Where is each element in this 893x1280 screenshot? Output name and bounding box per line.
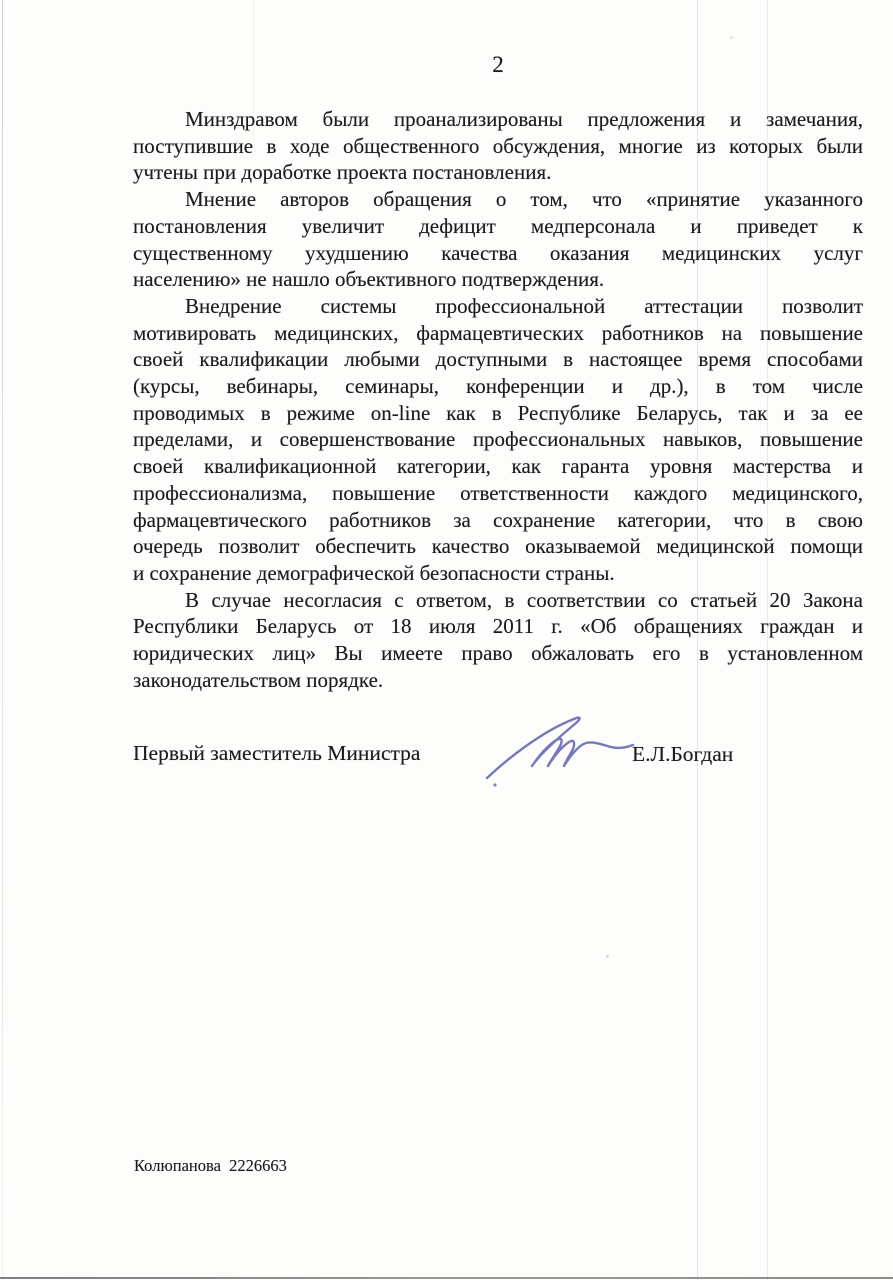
paragraph-line: очередь позволит обеспечить качество оказываемой медицинской помощи — [133, 534, 863, 559]
signature-ink-dot — [493, 783, 496, 786]
paragraph-line: своей квалификации любыми доступными в настоящее время способами — [133, 347, 863, 372]
letter-body — [133, 106, 863, 693]
paragraph-line: поступившие в ходе общественного обсуждения, многие из которых были — [133, 133, 863, 158]
executor-footer: Колюпанова 2226663 — [134, 1156, 287, 1175]
paragraph-line: учтены при доработке проекта постановления. — [133, 160, 552, 185]
scan-page-edge-bottom — [0, 1277, 893, 1279]
paragraph — [133, 293, 863, 587]
scan-speck — [730, 36, 733, 39]
paragraph-line: населению» не нашло объективного подтверждения. — [133, 267, 605, 292]
paragraph — [133, 186, 863, 293]
paragraph-line: своей квалификационной категории, как гаранта уровня мастерства и — [133, 454, 863, 479]
paragraph-line: профессионализма, повышение ответственности каждого медицинского, — [133, 480, 863, 505]
scan-page-edge-left — [2, 0, 3, 1280]
paragraph — [133, 106, 863, 186]
paragraph — [133, 587, 863, 694]
paragraph-line: и сохранение демографической безопасности страны. — [133, 560, 615, 585]
paragraph-line: мотивировать медицинских, фармацевтических работников на повышение — [133, 320, 863, 345]
paragraph-line: фармацевтического работников за сохранение категории, что в свою — [133, 507, 863, 532]
paragraph-line: (курсы, вебинары, семинары, конференции и др.), в том числе — [133, 374, 863, 399]
handwritten-signature-icon — [482, 710, 636, 794]
paragraph-line: Внедрение системы профессиональной аттестации позволит — [185, 293, 863, 318]
paragraph-line: пределами, и совершенствование профессиональных навыков, повышение — [133, 427, 863, 452]
paragraph-line: постановления увеличит дефицит медперсонала и приведет к — [133, 213, 863, 238]
paragraph-line: Минздравом были проанализированы предложения и замечания, — [185, 107, 863, 131]
paragraph-line: Мнение авторов обращения о том, что «принятие указанного — [185, 187, 863, 212]
signature-stroke — [487, 718, 633, 778]
paragraph-line: существенному ухудшению качества оказания медицинских услуг — [133, 240, 863, 265]
paragraph-line: Республики Беларусь от 18 июля 2011 г. «Об обращениях граждан и — [133, 614, 863, 639]
paragraph-line: проводимых в режиме on-line как в Республике Беларусь, так и за ее — [133, 400, 863, 425]
signer-title: Первый заместитель Министра — [133, 741, 421, 765]
paragraph-line: В случае несогласия с ответом, в соответствии со статьей 20 Закона — [185, 587, 863, 612]
scan-speck — [606, 955, 609, 958]
signer-name: Е.Л.Богдан — [632, 742, 734, 766]
paragraph-line: законодательством порядке. — [133, 667, 384, 692]
page-number: 2 — [492, 52, 504, 77]
paragraph-line: юридических лиц» Вы имеете право обжаловать его в установленном — [133, 641, 863, 666]
